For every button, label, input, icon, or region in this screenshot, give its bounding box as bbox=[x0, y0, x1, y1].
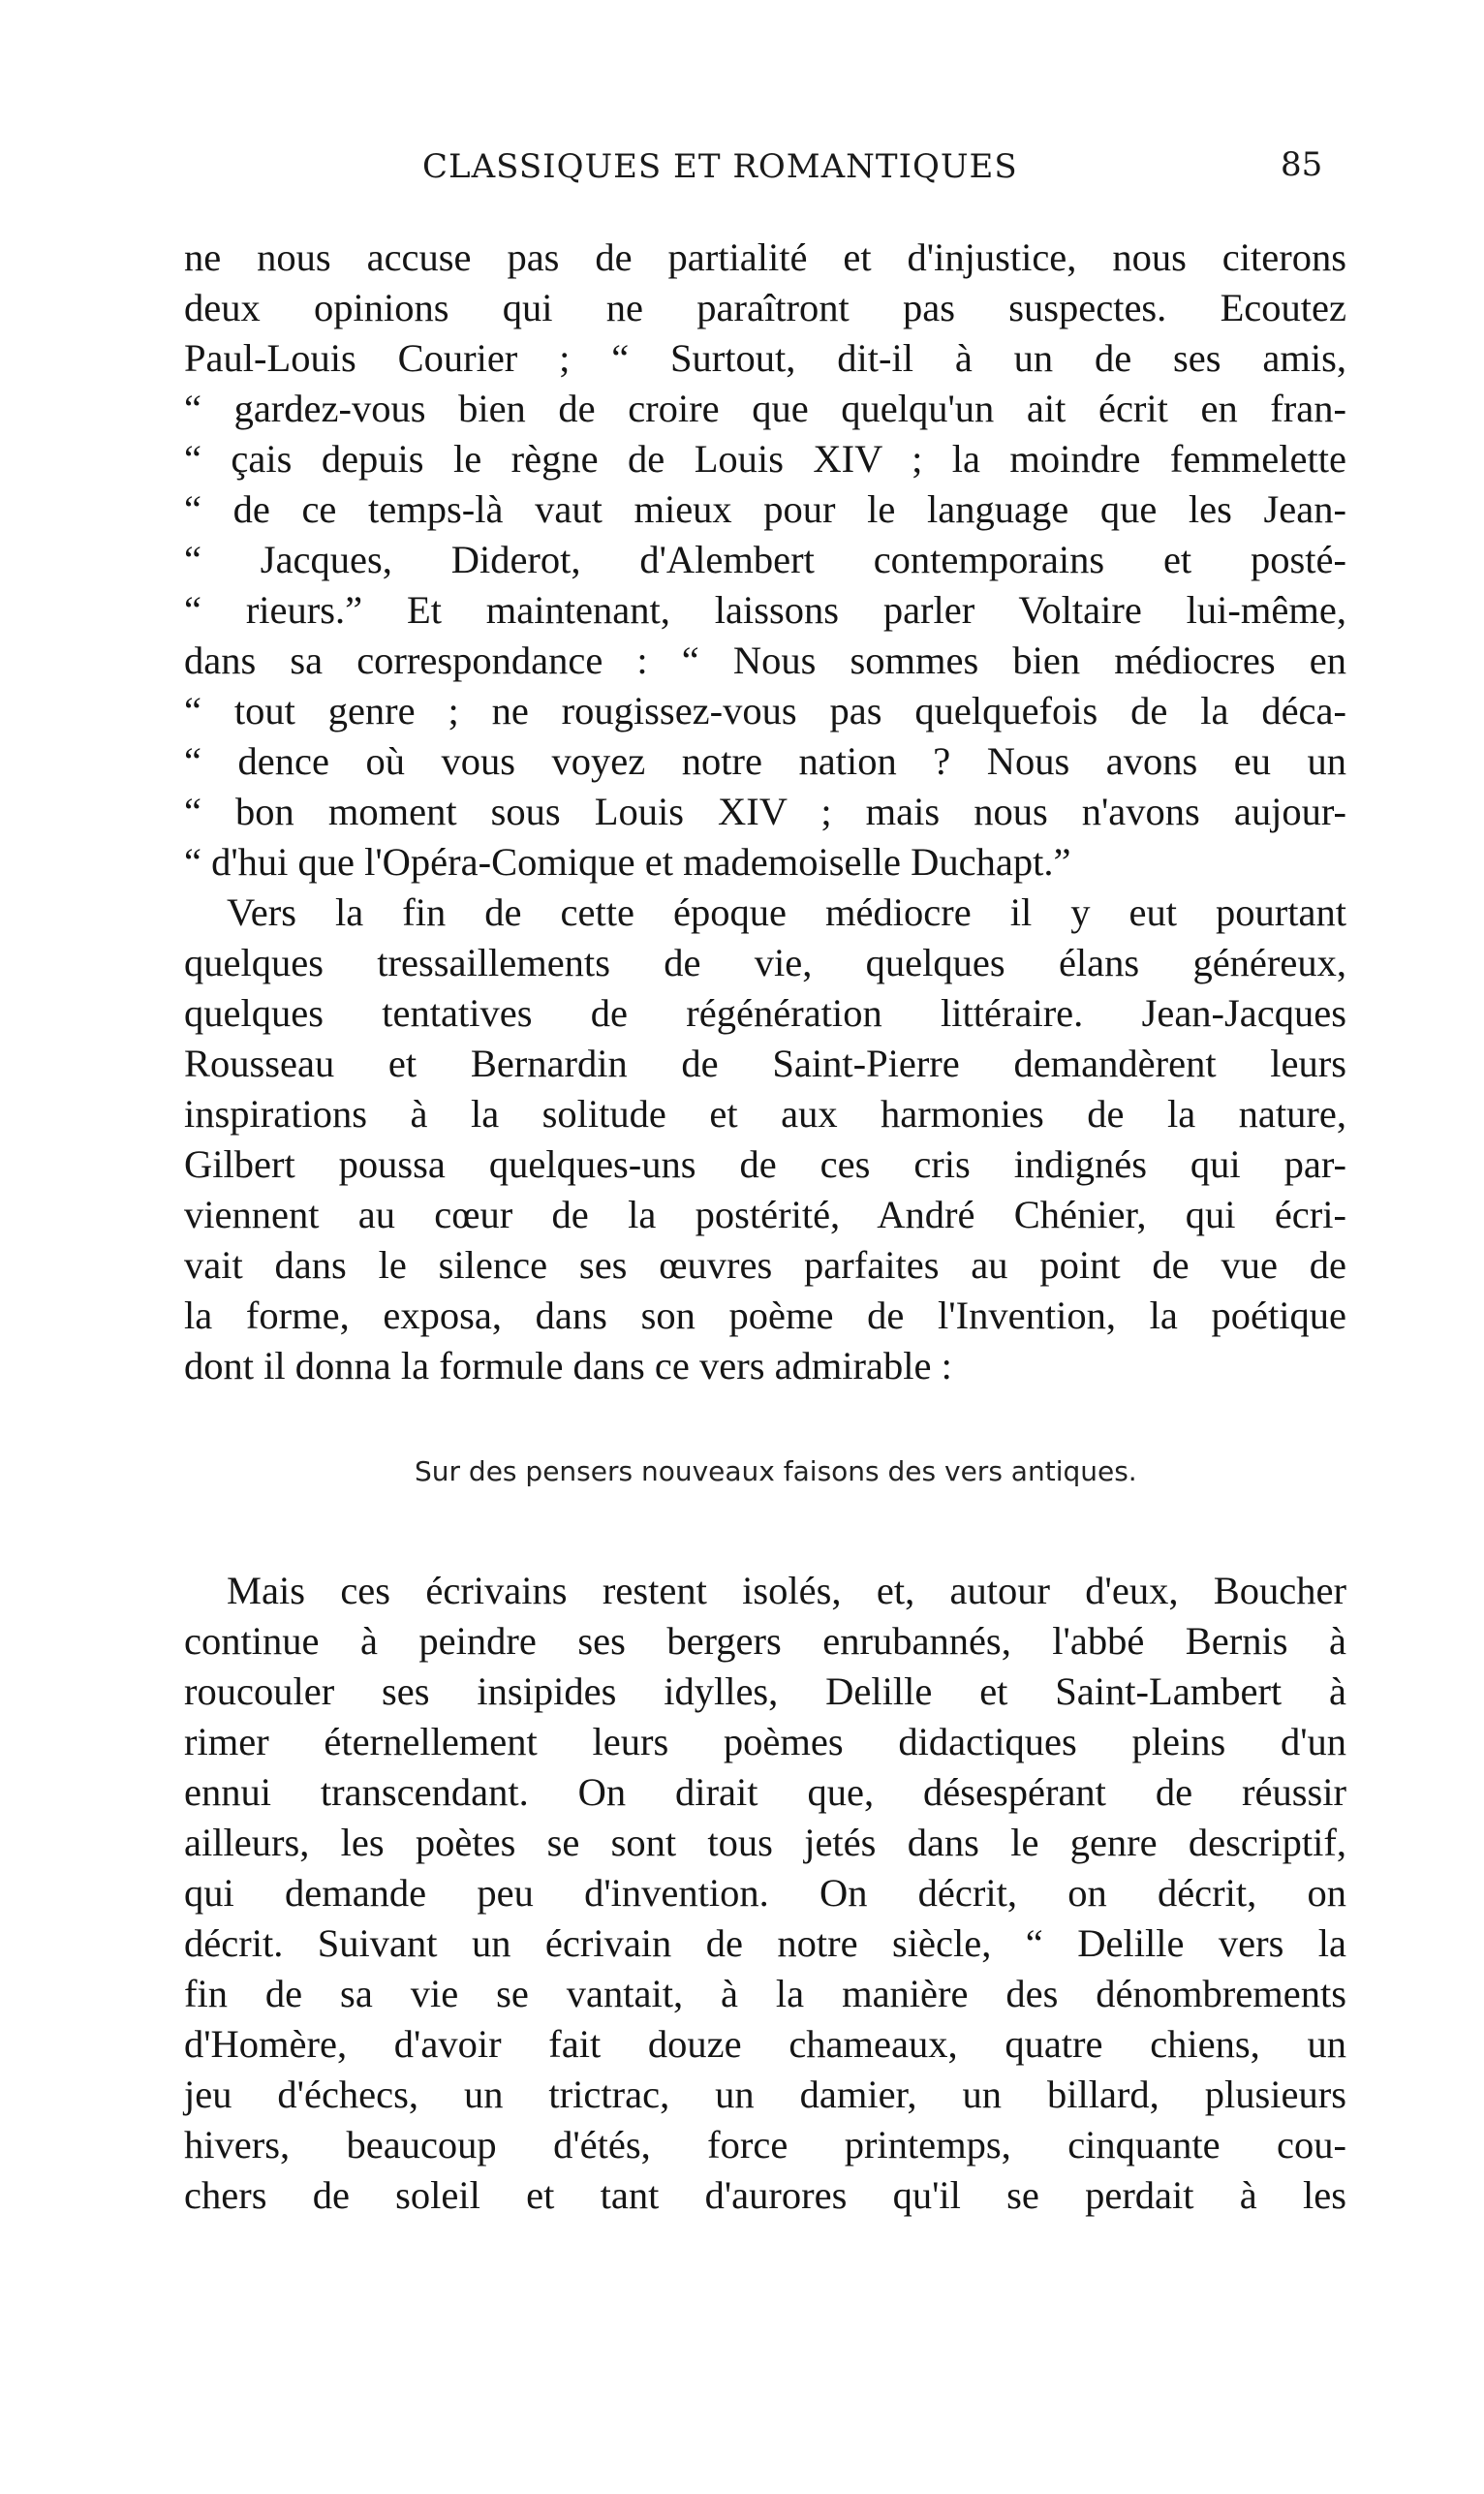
text-line: Mais ces écrivains restent isolés, et, autour d'eux, Boucher bbox=[227, 1569, 1346, 1612]
text-line: fin de sa vie se vantait, à la manière des dénombrements bbox=[184, 1972, 1346, 2015]
text-line: “ tout genre ; ne rougissez-vous pas quelquefois de la déca- bbox=[184, 689, 1346, 733]
text-line: Gilbert poussa quelques-uns de ces cris indignés qui par- bbox=[184, 1142, 1346, 1186]
text-line: hivers, beaucoup d'étés, force printemps, cinquante cou- bbox=[184, 2123, 1346, 2167]
text-line: ailleurs, les poètes se sont tous jetés dans le genre descriptif, bbox=[184, 1821, 1346, 1864]
text-line: inspirations à la solitude et aux harmonies de la nature, bbox=[184, 1092, 1346, 1136]
text-line: qui demande peu d'invention. On décrit, on décrit, on bbox=[184, 1871, 1346, 1915]
text-line: ne nous accuse pas de partialité et d'injustice, nous citerons bbox=[184, 235, 1346, 279]
text-line: quelques tressaillements de vie, quelques élans généreux, bbox=[184, 941, 1346, 984]
text-line: continue à peindre ses bergers enrubannés, l'abbé Bernis à bbox=[184, 1619, 1346, 1663]
text-line: deux opinions qui ne paraîtront pas suspectes. Ecoutez bbox=[184, 286, 1346, 329]
text-line: “ de ce temps-là vaut mieux pour le language que les Jean- bbox=[184, 487, 1346, 531]
text-line: ennui transcendant. On dirait que, désespérant de réussir bbox=[184, 1770, 1346, 1814]
text-line: “ rieurs.” Et maintenant, laissons parler Voltaire lui-même, bbox=[184, 588, 1346, 632]
paragraph-block-one bbox=[184, 233, 1346, 1391]
text-line: Rousseau et Bernardin de Saint-Pierre demandèrent leurs bbox=[184, 1042, 1346, 1085]
text-line: Vers la fin de cette époque médiocre il y eut pourtant bbox=[227, 890, 1346, 934]
text-line: rimer éternellement leurs poèmes didactiques pleins d'un bbox=[184, 1720, 1346, 1763]
text-line: viennent au cœur de la postérité, André Chénier, qui écri- bbox=[184, 1193, 1346, 1236]
page-number: 85 bbox=[1281, 145, 1323, 184]
text-line: chers de soleil et tant d'aurores qu'il se perdait à les bbox=[184, 2173, 1346, 2217]
text-line: “ dence où vous voyez notre nation ? Nous avons eu un bbox=[184, 739, 1346, 783]
text-line: dans sa correspondance : “ Nous sommes bien médiocres en bbox=[184, 639, 1346, 682]
text-line: quelques tentatives de régénération littéraire. Jean-Jacques bbox=[184, 991, 1346, 1035]
text-line: “ bon moment sous Louis XIV ; mais nous n'avons aujour- bbox=[184, 790, 1346, 833]
text-line: jeu d'échecs, un trictrac, un damier, un billard, plusieurs bbox=[184, 2073, 1346, 2116]
text-line: la forme, exposa, dans son poème de l'Invention, la poétique bbox=[184, 1294, 1346, 1337]
text-line: roucouler ses insipides idylles, Delille et Saint-Lambert à bbox=[184, 1669, 1346, 1713]
verse-quotation: Sur des pensers nouveaux faisons des vers antiques. bbox=[415, 1455, 1137, 1487]
text-line: Paul-Louis Courier ; “ Surtout, dit-il à un de ses amis, bbox=[184, 336, 1346, 380]
paragraph-block-two bbox=[184, 1566, 1346, 2221]
text-line: “ çais depuis le règne de Louis XIV ; la moindre femmelette bbox=[184, 437, 1346, 481]
text-line: vait dans le silence ses œuvres parfaites au point de vue de bbox=[184, 1243, 1346, 1287]
text-line: “ Jacques, Diderot, d'Alembert contemporains et posté- bbox=[184, 538, 1346, 581]
text-line: “ d'hui que l'Opéra-Comique et mademoiselle Duchapt.” bbox=[184, 840, 1071, 884]
text-line: “ gardez-vous bien de croire que quelqu'un ait écrit en fran- bbox=[184, 387, 1346, 430]
text-line: dont il donna la formule dans ce vers admirable : bbox=[184, 1344, 952, 1387]
text-line: décrit. Suivant un écrivain de notre siècle, “ Delille vers la bbox=[184, 1921, 1346, 1965]
text-line: d'Homère, d'avoir fait douze chameaux, quatre chiens, un bbox=[184, 2022, 1346, 2066]
running-title: CLASSIQUES ET ROMANTIQUES bbox=[422, 147, 1018, 186]
